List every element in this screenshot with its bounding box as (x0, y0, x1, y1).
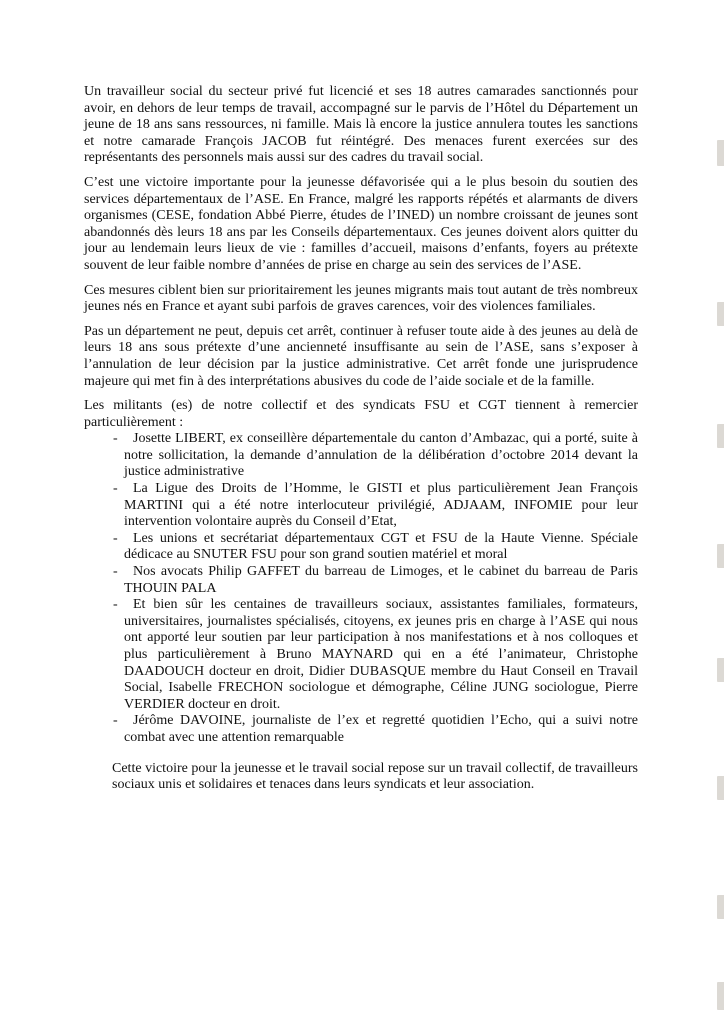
paragraph: Un travailleur social du secteur privé fut licencié et ses 18 autres camarades sanctionnés pour avoir, en dehors de leur temps de travail, accompagné sur le parvis de l’Hôtel du Département un jeune de 18 ans sans ressources, ni famille. Mais là encore la justice annulera toutes les sanctions et notre camarade François JACOB fut réintégré. Des menaces furent exercées sur des représentants des personnels mais aussi sur des cadres du travail social. (84, 84, 638, 166)
list-dash-marker: - (113, 530, 118, 546)
thanks-intro: Les militants (es) de notre collectif et des syndicats FSU et CGT tiennent à remercier particulièrement : (84, 398, 638, 430)
list-dash-marker: - (113, 431, 118, 447)
list-dash-marker: - (113, 481, 118, 497)
paragraph: Pas un département ne peut, depuis cet arrêt, continuer à refuser toute aide à des jeunes au delà de leurs 18 ans sous prétexte d’une ancienneté insuffisante au sein de l’ASE, sans s’exposer à l’annulation de leur décision par la justice administrative. Cet arrêt fonde une jurisprudence majeure qui met fin à des interprétations abusives du code de l’aide sociale et de la famille. (84, 323, 638, 389)
list-item (113, 564, 638, 597)
page-edge-artifact (717, 982, 724, 1010)
list-item (113, 481, 638, 531)
page-edge-artifact (717, 424, 724, 448)
document-body (84, 84, 638, 794)
page-edge-artifact (717, 895, 724, 919)
list-item-text: Josette LIBERT, ex conseillère départementale du canton d’Ambazac, qui a porté, suite à notre sollicitation, la demande d’annulation de la délibération d’octobre 2014 devant la justice administrative (124, 431, 638, 480)
closing-paragraph: Cette victoire pour la jeunesse et le travail social repose sur un travail collectif, de travailleurs sociaux unis et solidaires et tenaces dans leurs syndicats et leur association. (112, 760, 638, 793)
list-item-text: Jérôme DAVOINE, journaliste de l’ex et regretté quotidien l’Echo, qui a suivi notre combat avec une attention remarquable (124, 713, 638, 745)
list-item-text: La Ligue des Droits de l’Homme, le GISTI et plus particulièrement Jean François MARTINI qui a été notre interlocuteur privilégié, ADJAAM, INFOMIE pour leur intervention volontaire auprès du Conseil d’Etat, (124, 481, 638, 530)
list-item (113, 431, 638, 481)
paragraph: C’est une victoire importante pour la jeunesse défavorisée qui a le plus besoin du soutien des services départementaux de l’ASE. En France, malgré les rapports répétés et alarmants de divers organismes (CESE, fondation Abbé Pierre, études de l’INED) un nombre croissant de jeunes sont abandonnés dès leurs 18 ans par les Conseils départementaux. Ces jeunes doivent alors quitter du jour au lendemain leurs lieux de vie : familles d’accueil, maisons d’enfants, foyers au prétexte souvent de leur faible nombre d’années de prise en charge au sein des services de l’ASE. (84, 174, 638, 273)
page-edge-artifact (717, 658, 724, 682)
list-item (113, 597, 638, 713)
page-edge-artifact (717, 776, 724, 800)
page-edge-artifact (717, 140, 724, 166)
list-dash-marker: - (113, 597, 118, 613)
list-item-text: Et bien sûr les centaines de travailleurs sociaux, assistantes familiales, formateurs, universitaires, journalistes spécialisés, citoyens, ex jeunes pris en charge à l’ASE qui nous ont apporté leur soutien par leur participation à nos manifestations et à nos colloques et plus particulièrement à Bruno MAYNARD qui en a été l’animateur, Christophe DAADOUCH docteur en droit, Didier DUBASQUE membre du Haut Conseil en Travail Social, Isabelle FRECHON sociologue et démographe, Céline JUNG sociologue, Pierre VERDIER docteur en droit. (124, 597, 638, 712)
list-dash-marker: - (113, 713, 118, 729)
thanks-list (84, 431, 638, 746)
list-dash-marker: - (113, 564, 118, 580)
page-edge-artifact (717, 544, 724, 568)
list-item-text: Nos avocats Philip GAFFET du barreau de Limoges, et le cabinet du barreau de Paris THOUIN PALA (124, 564, 638, 596)
list-item-text: Les unions et secrétariat départementaux CGT et FSU de la Haute Vienne. Spéciale dédicace au SNUTER FSU pour son grand soutien matériel et moral (124, 530, 638, 563)
list-item (113, 713, 638, 746)
paragraph: Ces mesures ciblent bien sur prioritairement les jeunes migrants mais tout autant de très nombreux jeunes nés en France et ayant subi parfois de graves carences, voir des violences familiales. (84, 282, 638, 315)
page-edge-artifact (717, 302, 724, 326)
list-item (113, 530, 638, 564)
